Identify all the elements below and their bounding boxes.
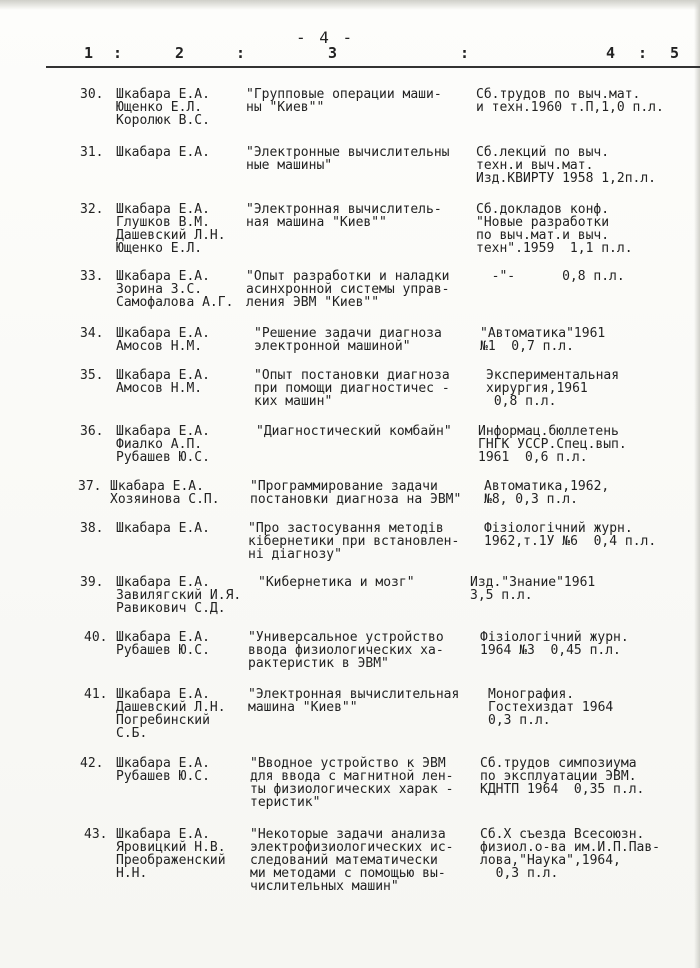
entry-authors: Шкабара Е.А. xyxy=(116,145,210,160)
entry-source: Сб.докладов конф. "Новые разработки по выч.мат.и выч. техн".1959 1,1 п.л. xyxy=(476,202,633,256)
entry-number: 35. xyxy=(80,368,104,383)
entry-authors: Шкабара Е.А. Хозяинова С.П. xyxy=(110,479,220,507)
entry-title: "Диагностический комбайн" xyxy=(256,424,452,439)
entry-authors: Шкабара Е.А. Амосов Н.М. xyxy=(116,326,210,354)
entry-title: "Групповые операции маши- ны "Киев"" xyxy=(246,87,442,115)
column-header-4: 4 xyxy=(606,44,616,62)
entry-number: 40. xyxy=(84,630,108,645)
entry-number: 31. xyxy=(80,145,104,160)
entry-number: 33. xyxy=(80,269,104,284)
column-header-1: 1 xyxy=(84,44,94,62)
entry-title: "Опыт постановки диагноза при помощи диагностичес - ких машин" xyxy=(254,368,450,409)
page-number: - 4 - xyxy=(296,28,355,47)
entry-source: Информац.бюллетень ГНГК УССР.Спец.вып. 1961 0,6 п.л. xyxy=(478,424,627,465)
entry-title: "Решение задачи диагноза электронной машиной" xyxy=(254,326,442,354)
entry-number: 36. xyxy=(80,424,104,439)
entry-authors: Шкабара Е.А. Амосов Н.М. xyxy=(116,368,210,396)
entry-number: 34. xyxy=(80,326,104,341)
entry-number: 43. xyxy=(84,827,108,842)
entry-source: Сб.трудов по выч.мат. и техн.1960 т.П,1,0 п.л. xyxy=(476,87,664,115)
entry-authors: Шкабара Е.А. xyxy=(116,521,210,536)
entry-title: "Программирование задачи постановки диагноза на ЭВМ" xyxy=(250,479,462,507)
entry-number: 42. xyxy=(80,756,104,771)
entry-title: "Универсальное устройство ввода физиологических ха- рактеристик в ЭВМ" xyxy=(248,630,444,671)
column-separator: : xyxy=(113,44,123,62)
entry-title: "Про застосування методів кібернетики при встановлен- ні діагнозу" xyxy=(248,521,460,562)
entry-number: 30. xyxy=(80,87,104,102)
entry-source: Изд."Знание"1961 3,5 п.л. xyxy=(470,575,596,603)
entry-source: "Автоматика"1961 №1 0,7 п.л. xyxy=(480,326,606,354)
entry-authors: Шкабара Е.А. Яровицкий Н.В. Преображенский Н.Н. xyxy=(116,827,226,881)
entry-authors: Шкабара Е.А. Ющенко Е.Л. Королюк В.С. xyxy=(116,87,210,128)
header-rule xyxy=(46,66,700,68)
column-separator: : xyxy=(236,44,246,62)
entry-title: "Электронная вычислитель- ная машина "Киев"" xyxy=(246,202,442,230)
entry-title: "Кибернетика и мозг" xyxy=(258,575,415,590)
entry-authors: Шкабара Е.А. Завилягский И.Я. Равикович С.Д. xyxy=(116,575,242,616)
column-separator: : xyxy=(638,44,648,62)
column-header-5: 5 xyxy=(670,44,680,62)
entry-authors: Шкабара Е.А. Рубашев Ю.С. xyxy=(116,630,210,658)
entry-authors: Шкабара Е.А. Дашевский Л.Н. Погребинский С.Б. xyxy=(116,687,226,741)
entry-source: Фізіологічний журн. 1964 №3 0,45 п.л. xyxy=(480,630,629,658)
entry-source: -"- 0,8 п.л. xyxy=(476,269,625,284)
entry-number: 41. xyxy=(84,687,108,702)
entry-source: Сб.трудов симпозиума по эксплуатации ЭВМ. КДНТП 1964 0,35 п.л. xyxy=(480,756,645,797)
entry-number: 38. xyxy=(80,521,104,536)
entry-title: "Электронная вычислительная машина "Киев"" xyxy=(248,687,460,715)
entry-number: 32. xyxy=(80,202,104,217)
entry-source: Сб.лекций по выч. техн.и выч.мат. Изд.КВИРТУ 1958 1,2п.л. xyxy=(476,145,657,186)
entry-title: "Электронные вычислительны ные машины" xyxy=(246,145,450,173)
entry-number: 39. xyxy=(80,575,104,590)
entry-source: Сб.Х съезда Всесоюзн. физиол.о-ва им.И.П.Пав- лова,"Наука",1964, 0,3 п.л. xyxy=(480,827,661,881)
entry-authors: Шкабара Е.А. Фиалко А.П. Рубашев Ю.С. xyxy=(116,424,210,465)
column-header-2: 2 xyxy=(175,44,185,62)
entry-source: Фізіологічний журн. 1962,т.1У №6 0,4 п.л. xyxy=(484,521,657,549)
page-shadow-top xyxy=(0,0,700,10)
column-separator: : xyxy=(460,44,470,62)
page-shadow-right xyxy=(694,0,700,968)
entry-authors: Шкабара Е.А. Зорина З.С. Самофалова А.Г. xyxy=(116,269,234,310)
entry-title: "Некоторые задачи анализа электрофизиологических ис- следований математически ми методами с помощью вы- числительных машин" xyxy=(250,827,454,894)
entry-source: Монография. Гостехиздат 1964 0,3 п.л. xyxy=(488,687,614,728)
column-header-3: 3 xyxy=(328,44,338,62)
entry-source: Экспериментальная хирургия,1961 0,8 п.л. xyxy=(486,368,620,409)
entry-number: 37. xyxy=(78,479,102,494)
entry-title: "Вводное устройство к ЭВМ для ввода с магнитной лен- ты физиологических харак - теристик" xyxy=(250,756,454,810)
entry-title: "Опыт разработки и наладки асинхронной системы управ- ления ЭВМ "Киев"" xyxy=(246,269,450,310)
entry-authors: Шкабара Е.А. Рубашев Ю.С. xyxy=(116,756,210,784)
entry-source: Автоматика,1962, №8, 0,3 п.л. xyxy=(484,479,610,507)
entry-authors: Шкабара Е.А. Глушков В.М. Дашевский Л.Н. Ющенко Е.Л. xyxy=(116,202,226,256)
